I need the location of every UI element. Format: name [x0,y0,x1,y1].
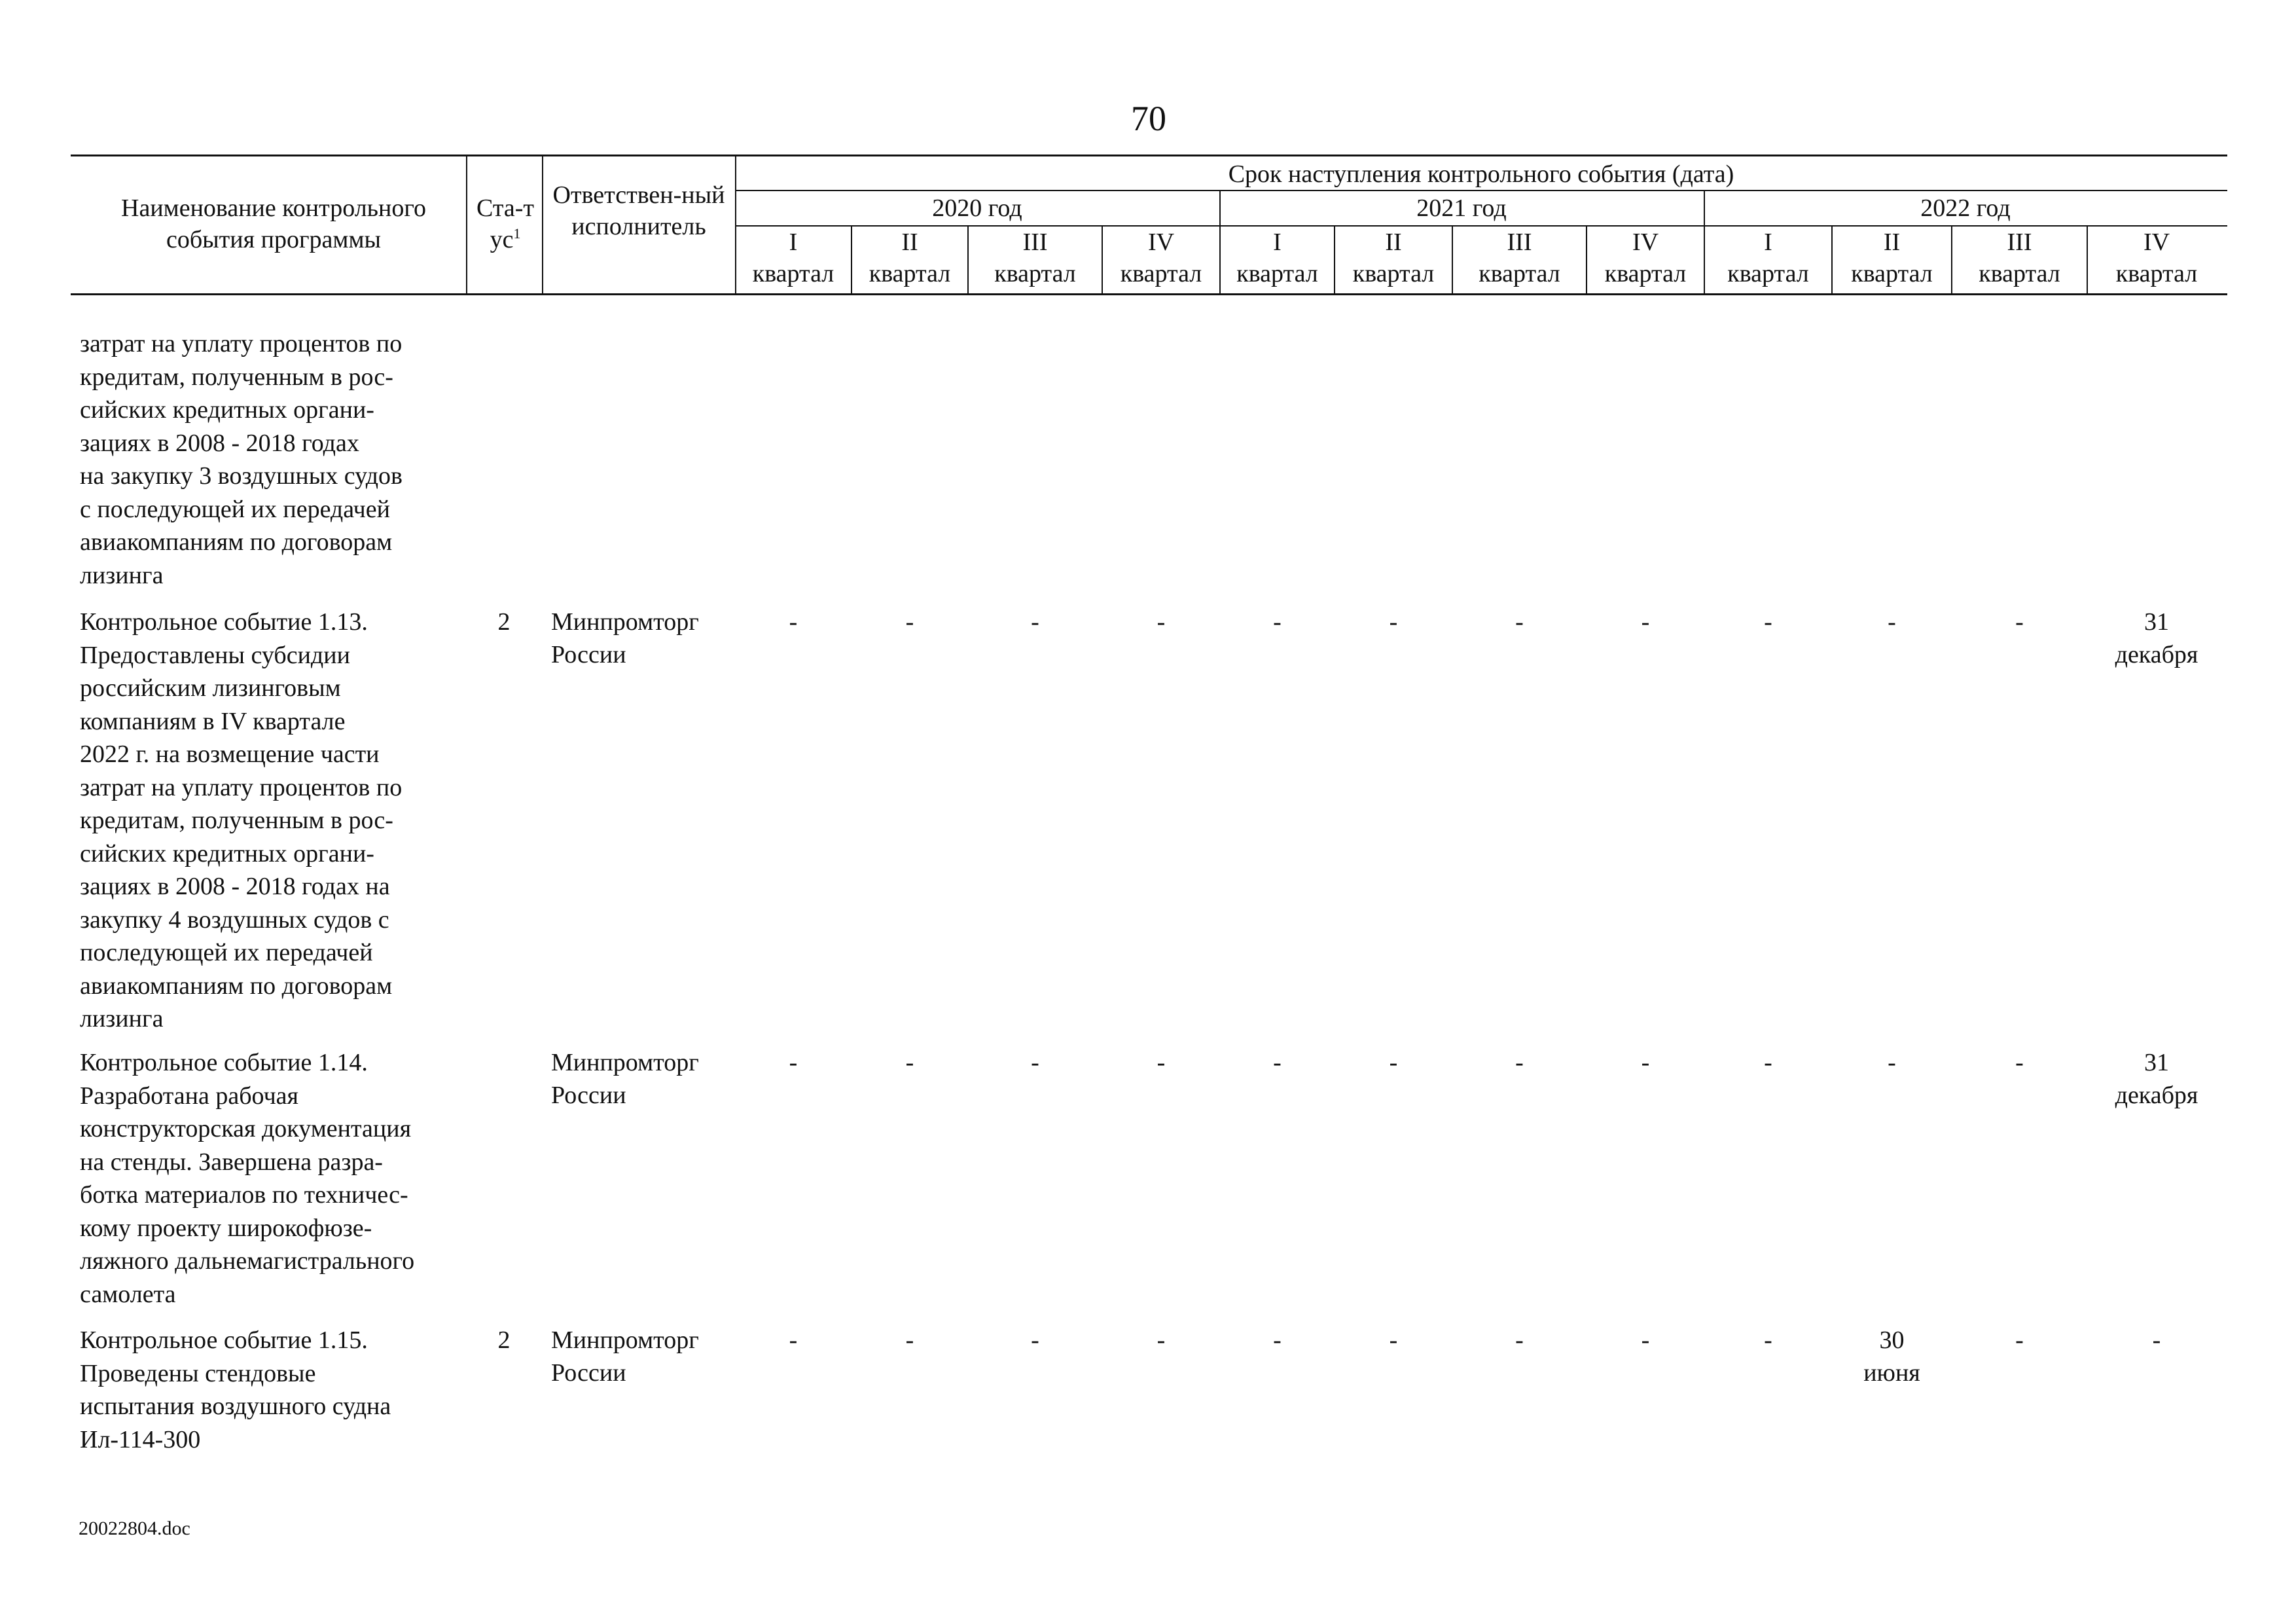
quarter-word: квартал [1604,260,1687,287]
quarter-deadline-cell: - [905,1049,914,1076]
quarter-deadline-cell: - [905,608,914,636]
quarter-deadline-cell: - [789,1049,798,1076]
page-number: 70 [1131,99,1166,138]
header-responsible: Ответствен-ный исполнитель [552,181,725,240]
quarter-deadline-cell: 31 декабря [2115,1049,2198,1109]
document-filename: 20022804.doc [79,1518,190,1539]
quarter-deadline-cell: - [1031,608,1039,636]
quarter-header [2088,227,2225,289]
year-2022: 2022 год [1920,194,2011,222]
quarter-deadline-cell: 31 декабря [2115,608,2198,668]
quarter-word: квартал [1479,260,1560,287]
event-responsible: Минпромторг России [551,1326,699,1387]
quarter-numeral: III [1022,228,1048,256]
quarter-deadline-cell: - [2152,1326,2161,1354]
event-name: затрат на уплату процентов по кредитам, полученным в рос- сийских кредитных органи- зациях в 2008 - 2018 годах на закупку 3 воздушных судов с последующей их передачей авиакомпаниям по договорам лизинга [80,330,403,589]
quarter-deadline-cell: - [1031,1326,1039,1354]
quarter-deadline-cell: - [1389,1049,1398,1076]
quarter-numeral: I [1764,228,1772,256]
quarter-deadline-cell: - [1888,1049,1896,1076]
quarter-deadline-cell: - [1031,1049,1039,1076]
quarter-deadline-cell: - [1764,1049,1772,1076]
quarter-header [1335,227,1452,289]
quarter-deadline-cell: - [1888,608,1896,636]
quarter-numeral: III [2007,228,2032,256]
status-footnote-mark: 1 [513,225,521,242]
quarter-numeral: IV [1147,228,1175,256]
quarter-deadline-cell: - [1157,1049,1166,1076]
header-event-name: Наименование контрольного события программы [121,194,426,253]
quarter-deadline-cell: - [789,608,798,636]
quarter-deadline-cell: - [1515,1049,1524,1076]
event-name: Контрольное событие 1.15. Проведены стендовые испытания воздушного судна Ил-114-300 [80,1326,391,1453]
event-responsible: Минпромторг России [551,608,699,668]
quarter-header [1952,227,2087,289]
quarter-deadline-cell: - [1515,1326,1524,1354]
quarter-deadline-cell: - [1764,608,1772,636]
quarter-word: квартал [1727,260,1809,287]
year-2020: 2020 год [932,194,1022,222]
quarter-word: квартал [1236,260,1318,287]
header-status-label: Ста-тус [476,194,535,253]
quarter-word: квартал [1352,260,1435,287]
quarter-deadline-cell: - [1273,1326,1282,1354]
quarter-header [852,227,967,289]
event-name: Контрольное событие 1.13. Предоставлены субсидии российским лизинговым компаниям в IV квартале 2022 г. на возмещение части затрат на уплату процентов по кредитам, полученным в рос- сийских кредитных органи- зациях в 2008 - 2018 годах на закупку 4 воздушных судов с последующей их передачей авиакомпаниям по договорам лизинга [80,608,403,1032]
table-header [71,153,2227,297]
quarter-word: квартал [1979,260,2060,287]
quarter-header [1221,227,1334,289]
event-status: 2 [497,1326,511,1354]
header-bottom-line [71,293,2227,295]
quarter-numeral: II [901,228,918,256]
quarter-numeral: II [1385,228,1402,256]
quarter-deadline-cell: - [2015,1326,2024,1354]
quarter-deadline-cell: - [1641,608,1650,636]
quarter-deadline-cell: - [1273,608,1282,636]
quarter-header [1587,227,1704,289]
quarter-deadline-cell: - [1389,1326,1398,1354]
quarter-word: квартал [869,260,951,287]
header-status [471,192,539,255]
quarter-numeral: II [1883,228,1901,256]
quarter-deadline-cell: - [789,1326,798,1354]
year-2021: 2021 год [1416,194,1507,222]
quarter-deadline-cell: - [2015,608,2024,636]
quarter-numeral: IV [2143,228,2170,256]
quarter-header [736,227,851,289]
quarter-word: квартал [2115,260,2198,287]
quarter-deadline-cell: - [1515,608,1524,636]
quarter-deadline-cell: - [1764,1326,1772,1354]
event-responsible: Минпромторг России [551,1049,699,1109]
quarter-header [1705,227,1831,289]
quarter-header [1453,227,1586,289]
quarter-numeral: IV [1632,228,1659,256]
header-vline-2 [542,155,543,295]
quarter-word: квартал [1851,260,1933,287]
quarter-numeral: I [1273,228,1282,256]
quarter-word: квартал [752,260,834,287]
header-deadline-title: Срок наступления контрольного события (дата) [1228,160,1734,188]
header-top-line [71,155,2227,156]
quarter-header [1833,227,1951,289]
quarter-header [1103,227,1219,289]
quarter-deadline-cell: - [2015,1049,2024,1076]
quarter-deadline-cell: - [1389,608,1398,636]
quarter-numeral: I [789,228,798,256]
quarter-deadline-cell: - [1641,1049,1650,1076]
quarter-deadline-cell: - [1157,1326,1166,1354]
quarter-header [969,227,1102,289]
quarter-deadline-cell: - [1641,1326,1650,1354]
quarter-numeral: III [1507,228,1532,256]
quarter-deadline-cell: - [1157,608,1166,636]
quarter-deadline-cell: - [1273,1049,1282,1076]
header-vline-1 [466,155,467,295]
header-line-deadline [735,190,2227,191]
event-status: 2 [497,608,511,636]
quarter-deadline-cell: 30 июня [1863,1326,1920,1387]
quarter-word: квартал [994,260,1076,287]
quarter-deadline-cell: - [905,1326,914,1354]
event-name: Контрольное событие 1.14. Разработана рабочая конструкторская документация на стенды. Завершена разра- ботка материалов по техничес- кому проекту широкофюзе- ляжного дальнемагистрального самолета [80,1049,415,1308]
quarter-word: квартал [1120,260,1202,287]
